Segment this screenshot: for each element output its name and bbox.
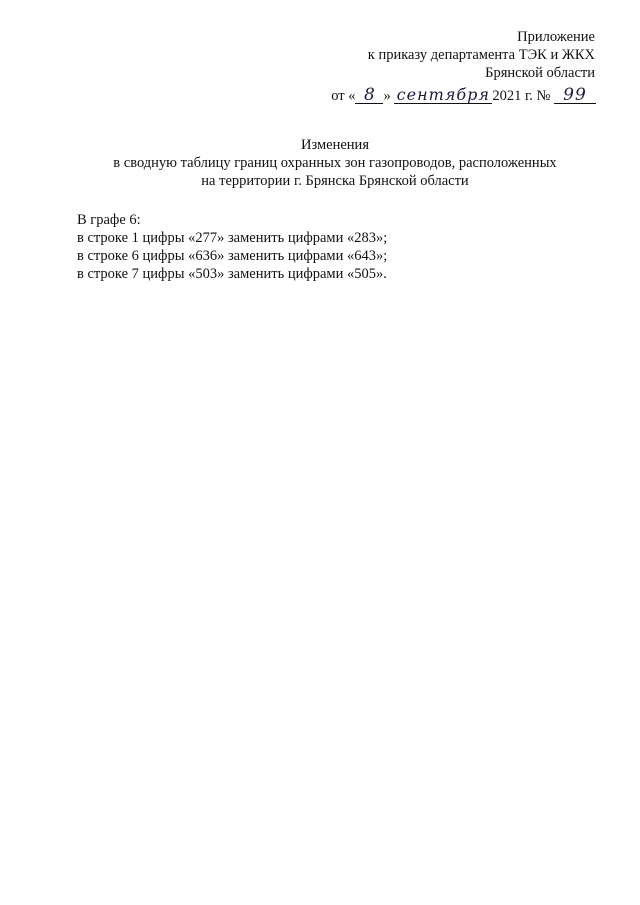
- appendix-header: [368, 28, 595, 82]
- column-intro: В графе 6:: [77, 212, 141, 228]
- handwritten-order-number: 99: [554, 87, 596, 104]
- date-close-quote: »: [383, 88, 391, 104]
- change-item: в строке 7 цифры «503» заменить цифрами «505».: [77, 266, 387, 282]
- title-heading: Изменения: [301, 137, 369, 153]
- handwritten-day: 8: [355, 87, 383, 104]
- change-item: в строке 1 цифры «277» заменить цифрами «283»;: [77, 230, 388, 246]
- appendix-label: Приложение: [517, 29, 595, 45]
- year-and-number-label: 2021 г. №: [492, 88, 551, 104]
- handwritten-month: сентября: [394, 87, 492, 104]
- document-title: [0, 136, 640, 190]
- region-name: Брянской области: [485, 65, 595, 81]
- change-item: в строке 6 цифры «636» заменить цифрами «643»;: [77, 248, 388, 264]
- order-date-line: [331, 86, 596, 106]
- document-body: [77, 211, 387, 283]
- date-prefix: от «: [331, 88, 356, 104]
- title-subline-1: в сводную таблицу границ охранных зон газопроводов, расположенных: [113, 155, 557, 171]
- title-subline-2: на территории г. Брянска Брянской области: [201, 173, 469, 189]
- order-reference: к приказу департамента ТЭК и ЖКХ: [367, 47, 595, 63]
